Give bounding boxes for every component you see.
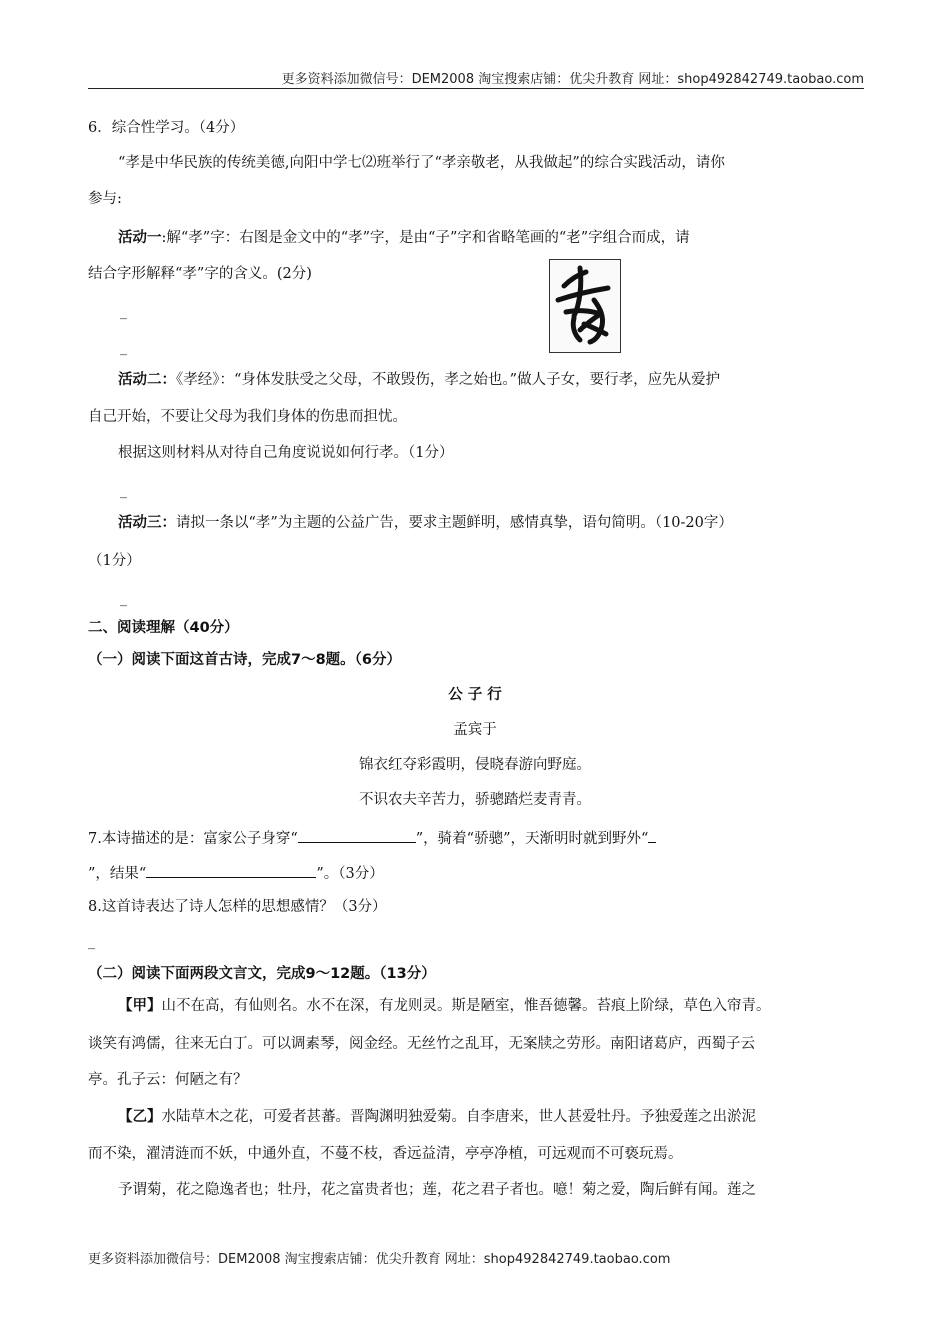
- q7-text-c: ”，结果“: [88, 866, 147, 882]
- activity2-label: 活动二：: [118, 372, 176, 388]
- activity2-line2: 自己开始，不要让父母为我们身体的伤患而担忧。: [88, 409, 407, 425]
- yi-line1: [118, 1107, 756, 1127]
- q7-blank-1[interactable]: [298, 827, 416, 843]
- yi-label: 【乙】: [118, 1109, 162, 1125]
- activity2-line1: [118, 370, 720, 390]
- page-footer: 更多资料添加微信号：DEM2008 淘宝搜索店铺：优尖升教育 网址：shop492842749.taobao.com: [88, 1252, 671, 1267]
- poem-line-1: 锦衣红夺彩霞明，侵晓春游向野庭。: [359, 757, 591, 773]
- q7-blank-2[interactable]: [648, 827, 656, 843]
- poem-line-2: 不识农夫辛苦力，骄骢踏烂麦青青。: [359, 792, 591, 808]
- poem-author: 孟宾于: [453, 722, 497, 738]
- poem-title: 公 子 行: [448, 687, 502, 703]
- jia-text1: 山不在高，有仙则名。水不在深，有龙则灵。斯是陋室，惟吾德馨。苔痕上阶绿，草色入帘青。: [161, 998, 771, 1014]
- q7-blank-3[interactable]: [146, 862, 316, 878]
- q7-text-a: 7.本诗描述的是：富家公子身穿“: [88, 831, 298, 847]
- yi-line2: 而不染，濯清涟而不妖，中通外直，不蔓不枝，香远益清，亭亭净植，可远观而不可亵玩焉。: [88, 1146, 683, 1162]
- activity3-label: 活动三：: [118, 515, 176, 531]
- activity1-line2: 结合字形解释“孝”字的含义。(2分): [88, 266, 312, 282]
- answer-line-4[interactable]: _: [120, 591, 127, 607]
- activity2-text1: 《孝经》：“身体发肤受之父母，不敢毁伤，孝之始也。”做人子女，要行孝，应先从爱护: [176, 372, 721, 388]
- q6-title: 6．综合性学习。（4分）: [88, 120, 245, 136]
- activity1-text1: :解“孝”字：右图是金文中的“孝”字，是由“子”字和省略笔画的“老”字组合而成，请: [161, 230, 690, 246]
- q7-line1: [88, 827, 656, 849]
- section2-title: 二、阅读理解（40分）: [88, 620, 239, 636]
- header-divider: [88, 88, 864, 89]
- part1-title: （一）阅读下面这首古诗，完成7～8题。（6分）: [88, 652, 402, 668]
- q7-text-d: ”。（3分）: [316, 866, 384, 882]
- activity1-label: 活动一: [118, 230, 162, 246]
- jia-line1: [118, 996, 771, 1016]
- activity2-line3: 根据这则材料从对待自己角度说说如何行孝。（1分）: [118, 445, 454, 461]
- bronze-script-xiao-image: [549, 259, 621, 353]
- jia-line2: 谈笑有鸿儒，往来无白丁。可以调素琴，阅金经。无丝竹之乱耳，无案牍之劳形。南阳诸葛庐，西蜀子云: [88, 1036, 755, 1052]
- activity3-line2: （1分）: [88, 553, 141, 569]
- jia-line3: 亭。孔子云：何陋之有？: [88, 1072, 248, 1088]
- q7-line2: [88, 862, 384, 884]
- answer-line-2[interactable]: _: [120, 340, 127, 356]
- q6-intro-line2: 参与:: [88, 191, 122, 207]
- answer-line-1[interactable]: _: [120, 304, 127, 320]
- yi-line3: 予谓菊，花之隐逸者也；牡丹，花之富贵者也；莲，花之君子者也。噫！菊之爱，陶后鲜有闻。莲之: [118, 1182, 756, 1198]
- page-header: 更多资料添加微信号：DEM2008 淘宝搜索店铺：优尖升教育 网址：shop492842749.taobao.com: [281, 72, 864, 87]
- jia-label: 【甲】: [118, 998, 162, 1014]
- activity3-line1: [118, 513, 733, 533]
- answer-line-3[interactable]: _: [120, 483, 127, 499]
- q7-text-b: ”，骑着“骄骢”，天渐明时就到野外“: [415, 831, 649, 847]
- yi-text1: 水陆草木之花，可爱者甚蕃。晋陶渊明独爱菊。自李唐来，世人甚爱牡丹。予独爱莲之出淤泥: [161, 1109, 756, 1125]
- activity3-text1: 请拟一条以“孝”为主题的公益广告，要求主题鲜明，感情真挚，语句简明。（10-20字）: [176, 515, 733, 531]
- part2-title: （二）阅读下面两段文言文，完成9～12题。（13分）: [88, 966, 436, 982]
- activity1-line1: [118, 228, 690, 248]
- answer-line-5[interactable]: _: [88, 934, 95, 950]
- q6-intro-line1: “孝是中华民族的传统美德,向阳中学七⑵班举行了“孝亲敬老，从我做起”的综合实践活动，请你: [118, 155, 725, 171]
- q8-text: 8.这首诗表达了诗人怎样的思想感情？（3分）: [88, 899, 387, 915]
